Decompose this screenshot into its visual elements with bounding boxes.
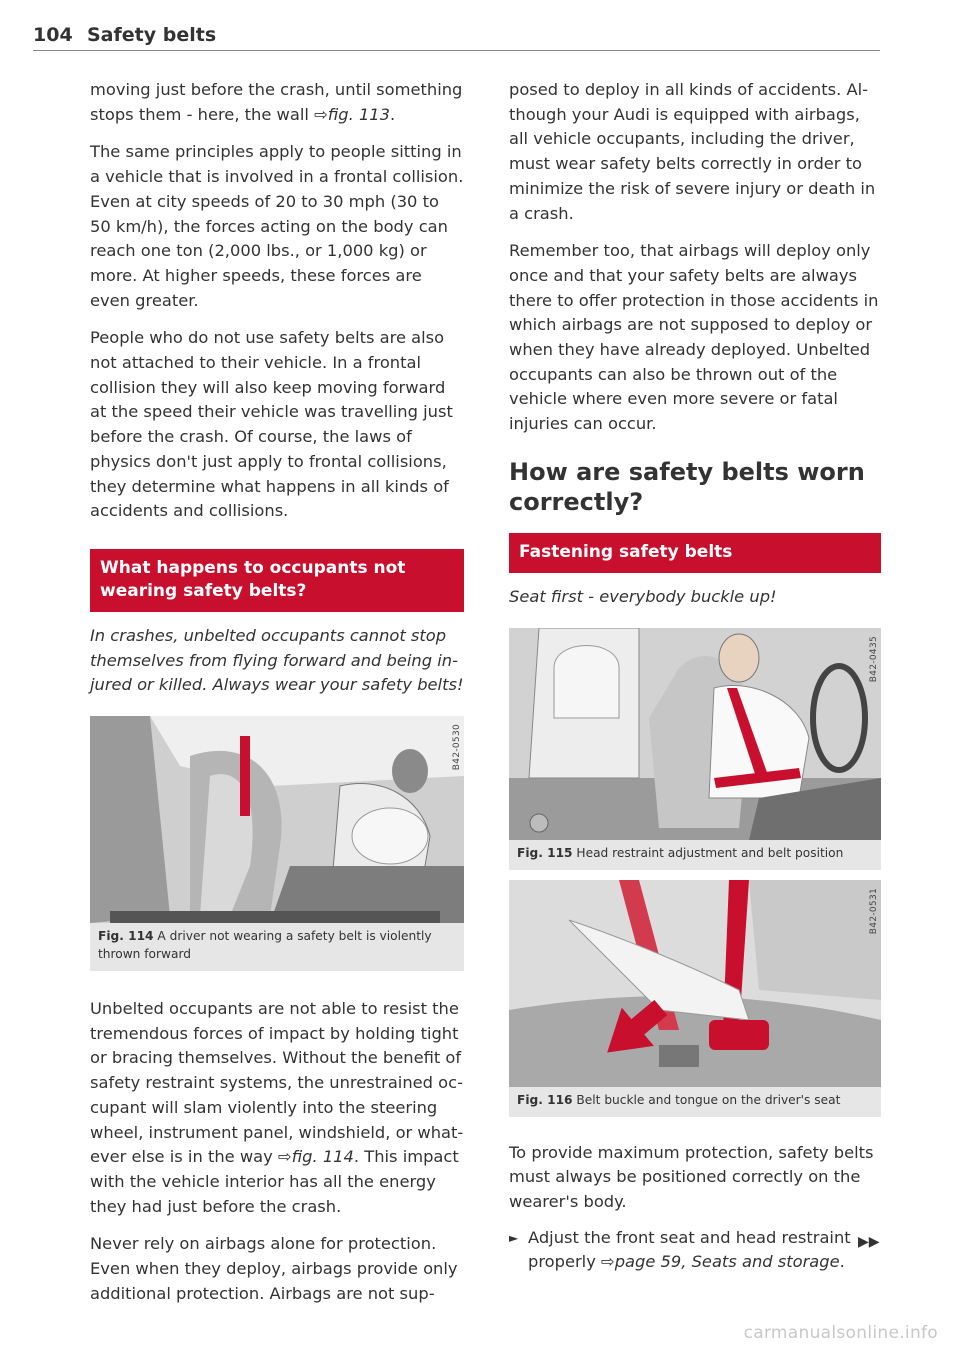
paragraph: posed to deploy in all kinds of accidents. Although your Audi is equipped with airbags, all vehicle occupants, including the driver, must wear safety belts correctly in order to minimize the risk of severe injury or death in a crash. xyxy=(509,80,876,223)
caption-text: Head restraint adjustment and belt position xyxy=(576,845,844,860)
continue-marker: ▶▶ xyxy=(858,1234,880,1250)
intro-text: Seat first - everybody buckle up! xyxy=(509,586,777,606)
paragraph: Remember too, that airbags will deploy only once and that your safety belts are always there to offer protection in those accidents in which airbags are not supposed to deploy or when they have already deployed. Unbelted occupants can also be thrown out of the vehicle where even more severe or fatal injuries can occur. xyxy=(509,241,879,434)
figure-link[interactable]: fig. 113 xyxy=(327,104,391,124)
ref-arrow: ⇨ xyxy=(314,104,328,124)
bullet-item: ► Adjust the front seat and head restraint properly ⇨page 59, Seats and storage. xyxy=(509,1227,851,1272)
section-title: Safety belts xyxy=(87,24,217,46)
section-heading: What happens to occupants not wearing safety belts? xyxy=(90,549,464,612)
page-link[interactable]: page 59, Seats and storage xyxy=(614,1252,840,1272)
chapter-heading: How are safety belts worn correctly? xyxy=(509,457,865,516)
section-heading: Fastening safety belts xyxy=(509,533,881,573)
figure-caption xyxy=(509,840,881,870)
figure-number: Fig. 115 xyxy=(517,845,573,860)
figure-code: B42-0435 xyxy=(869,635,879,682)
page-header xyxy=(33,20,880,50)
figure-code: B42-0531 xyxy=(869,887,879,934)
figure-number: Fig. 116 xyxy=(517,1092,573,1107)
figure-caption xyxy=(509,1087,881,1117)
paragraph: Unbelted occupants are not able to resist the tremendous forces of impact by holding tight or bracing themselves. Without the benefit of safety restraint systems, the unrestrained occupant will slam violently into the steering wheel, instrument panel, windshield, or whatever else is in the way ⇨fig. 114. This impact with the vehicle interior has all the energy they had just before the crash. xyxy=(90,999,464,1216)
figure-116 xyxy=(509,880,881,1087)
paragraph: Never rely on airbags alone for protection. Even when they deploy, airbags provide only additional protection. Airbags are not sup- xyxy=(90,1234,458,1303)
paragraph: People who do not use safety belts are also not attached to their vehicle. In a frontal collision they will also keep moving forward at the speed their vehicle was travelling just before the crash. Of course, the laws of physics don't just apply to frontal collisions, they determine what happens in all kinds of accidents and collisions. xyxy=(90,328,453,521)
figure-link[interactable]: fig. 114 xyxy=(291,1147,354,1167)
figure-number: Fig. 114 xyxy=(98,929,154,944)
left-column xyxy=(90,78,464,1320)
figure-code: B42-0530 xyxy=(452,724,462,771)
caption-text: A driver not wearing a safety belt is violently thrown forward xyxy=(98,929,432,962)
driver-thrown-forward-illustration xyxy=(90,716,464,923)
figure-caption xyxy=(90,923,464,971)
figure-114 xyxy=(90,716,464,923)
page-number: 104 xyxy=(33,24,73,46)
belt-buckle-illustration xyxy=(509,880,881,1087)
seated-driver-illustration xyxy=(509,628,881,840)
header-rule xyxy=(33,50,880,51)
caption-text: Belt buckle and tongue on the driver's seat xyxy=(576,1092,841,1107)
bullet-marker: ► xyxy=(509,1230,519,1245)
watermark: carmanualsonline.info xyxy=(743,1323,938,1343)
paragraph: moving just before the crash, until something stops them - here, the wall ⇨fig. 113. xyxy=(90,80,463,124)
intro-text: In crashes, unbelted occupants cannot stop themselves from flying forward and being injured or killed. Always wear your safety belts! xyxy=(90,625,464,695)
figure-115 xyxy=(509,628,881,840)
right-column xyxy=(509,78,881,1275)
paragraph: To provide maximum protection, safety belts must always be positioned correctly on the wearer's body. xyxy=(509,1142,874,1211)
paragraph: The same principles apply to people sitting in a vehicle that is involved in a frontal collision. Even at city speeds of 20 to 30 mph (30 to 50 km/h), the forces acting on the body can reach one ton (2,000 lbs., or 1,000 kg) or more. At higher speeds, these forces are even greater. xyxy=(90,142,464,310)
